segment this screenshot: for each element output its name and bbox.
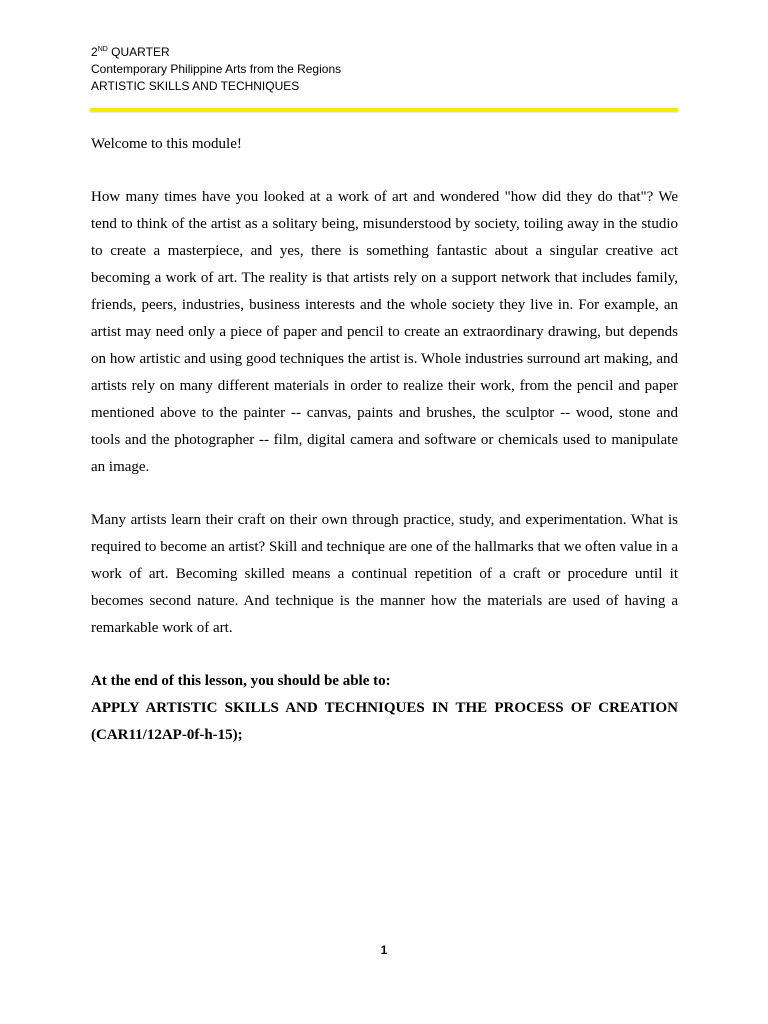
header-divider xyxy=(90,108,678,111)
page-number: 1 xyxy=(380,943,388,957)
objectives-heading: At the end of this lesson, you should be able to: xyxy=(91,673,391,689)
page-header xyxy=(91,44,341,95)
quarter-number: 2ND xyxy=(91,45,108,59)
quarter-label xyxy=(91,44,341,61)
module-body xyxy=(91,131,678,749)
topic-title: ARTISTIC SKILLS AND TECHNIQUES xyxy=(91,79,300,93)
quarter-suffix: ND xyxy=(97,46,108,53)
welcome-text: Welcome to this module! xyxy=(91,136,242,152)
subject-title: Contemporary Philippine Arts from the Regions xyxy=(91,62,342,76)
skills-paragraph: Many artists learn their craft on their own through practice, study, and experimentation. What is required to become an artist? Skill and technique are one of the hallmarks that we often value in a work of art. Becoming skilled means a continual repetition of a craft or procedure until it becomes second nature. And technique is the manner how the materials are used of having a remarkable work of art. xyxy=(91,512,678,636)
intro-paragraph: How many times have you looked at a work of art and wondered "how did they do that"? We tend to think of the artist as a solitary being, misunderstood by society, toiling away in the studio to create a masterpiece, and yes, there is something fantastic about a singular creative act becoming a work of art. The reality is that artists rely on a support network that includes family, friends, peers, industries, business interests and the whole society they live in. For example, an artist may need only a piece of paper and pencil to create an extraordinary drawing, but depends on how artistic and using good techniques the artist is. Whole industries surround art making, and artists rely on many different materials in order to realize their work, from the pencil and paper mentioned above to the painter -- canvas, paints and brushes, the sculptor -- wood, stone and tools and the photographer -- film, digital camera and software or chemicals used to manipulate an image. xyxy=(91,189,678,475)
learning-objective: APPLY ARTISTIC SKILLS AND TECHNIQUES IN THE PROCESS OF CREATION (CAR11/12AP-0f-h-15); xyxy=(91,700,678,743)
quarter-text: QUARTER xyxy=(111,45,170,59)
